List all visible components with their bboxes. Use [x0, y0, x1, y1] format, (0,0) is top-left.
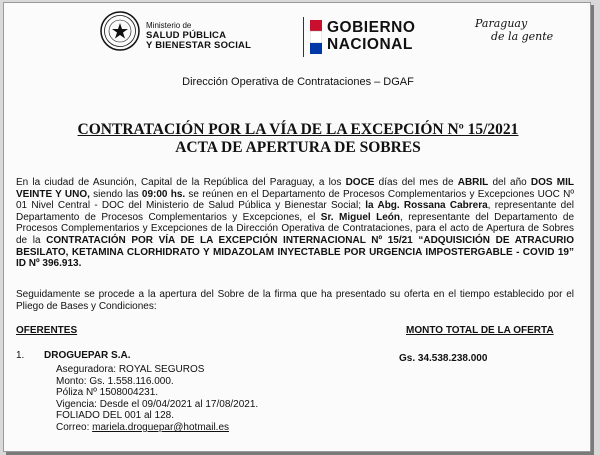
- offer-number: 1.: [16, 350, 25, 361]
- bold-run: CONTRATACIÓN POR VÍA DE LA EXCEPCIÓN INTERNACIONAL Nº 15/21 “ADQUISICIÓN DE ATRACURIO BESILATO, KETAMINA CLORHIDRATO Y MIDAZOLAM INYECTABLE POR URGENCIA IMPOSTERGABLE - COVID 19” ID Nº 396.913.: [16, 234, 574, 270]
- bold-run: Sr. Miguel León: [320, 211, 400, 223]
- bold-run: DOS MIL VEINTE Y UNO,: [16, 177, 574, 200]
- detail-insurer: Aseguradora: ROYAL SEGUROS: [56, 364, 205, 375]
- bold-run: ABRIL: [457, 177, 489, 188]
- document-title: CONTRATACIÓN POR LA VÍA DE LA EXCEPCIÓN Nº 15/2021: [77, 121, 519, 138]
- offer-total-amount: Gs. 34.538.238.000: [399, 353, 488, 364]
- gov-line-2: NACIONAL: [327, 36, 413, 53]
- slogan-logo: [475, 17, 553, 43]
- letterhead: [4, 3, 591, 67]
- header-divider: [303, 17, 304, 57]
- slogan-line-1: Paraguay: [475, 17, 528, 30]
- ministry-line-1: Ministerio de: [146, 21, 192, 30]
- detail-validity: Vigencia: Desde el 09/04/2021 al 17/08/2021.: [56, 398, 259, 410]
- text-run: En la ciudad de Asunción, Capital de la República del Paraguay, a los: [16, 177, 346, 188]
- text-run: siendo las: [89, 188, 142, 200]
- column-header-oferentes: OFERENTES: [16, 325, 78, 336]
- offer-details: [56, 364, 258, 434]
- detail-folio: FOLIADO DEL 001 al 128.: [56, 410, 175, 422]
- text-run: se reúnen en el Departamento de Procesos Complementarios y Excepciones UOC Nº 01 Nivel Central - DOC del Ministerio de Salud Pública y Bienestar Social;: [16, 188, 575, 212]
- bold-run: 09:00 hs.: [141, 188, 186, 200]
- ministry-line-3: Y BIENESTAR SOCIAL: [146, 40, 252, 51]
- document-page: [3, 2, 591, 452]
- detail-email-row: [56, 422, 258, 434]
- opening-paragraph: [16, 177, 574, 270]
- national-flag-icon: [310, 20, 322, 54]
- slogan-line-2: de la gente: [491, 30, 554, 43]
- document-subtitle: ACTA DE APERTURA DE SOBRES: [175, 139, 421, 156]
- procedure-paragraph: Seguidamente se procede a la apertura del Sobre de la firma que ha presentado su oferta en el tiempo establecido por el Pliego de Bases y Condiciones:: [16, 289, 574, 312]
- text-run: , representante del Departamento de Procesos Complementarios y Excepciones de la Dirección Operativa de Contrataciones, para el acto de Apertura de Sobres de la: [16, 211, 575, 246]
- text-run: del año: [488, 177, 531, 188]
- email-link[interactable]: mariela.droguepar@hotmail.es: [92, 421, 230, 433]
- ministry-line-2: SALUD PÚBLICA: [146, 30, 227, 41]
- gov-line-1: GOBIERNO: [327, 19, 416, 36]
- department-heading: Dirección Operativa de Contrataciones – DGAF: [182, 76, 414, 88]
- text-run: días del mes de: [374, 177, 458, 188]
- offer-bidder-name: DROGUEPAR S.A.: [44, 350, 131, 361]
- email-label: Correo:: [56, 421, 93, 433]
- government-logo-text: [327, 19, 415, 53]
- paraguay-coat-of-arms-icon: [100, 11, 140, 51]
- detail-policy: Póliza Nº 1508004231.: [56, 387, 159, 399]
- bold-run: DOCE: [345, 177, 375, 188]
- detail-amount: Monto: Gs. 1.558.116.000.: [56, 375, 174, 387]
- bold-run: la Abg. Rossana Cabrera: [365, 200, 488, 212]
- ministry-name: [146, 21, 251, 51]
- text-run: , representante del Departamento de Procesos Complementarios y Excepciones, el: [16, 200, 574, 223]
- column-header-monto: MONTO TOTAL DE LA OFERTA: [406, 325, 554, 336]
